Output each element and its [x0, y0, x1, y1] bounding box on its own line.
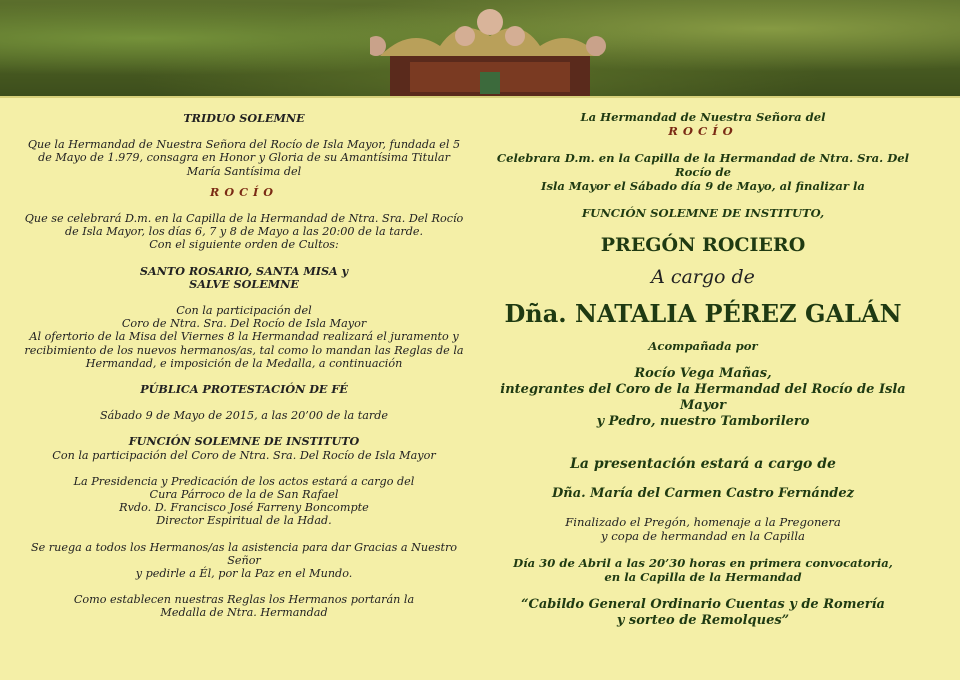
left-column	[24, 112, 464, 620]
cabildo-date-line-1: Día 30 de Abril a las 20’30 horas en primera convocatoria,	[513, 556, 893, 570]
triduo-dates: Que se celebrará D.m. en la Capilla de la Hermandad de Ntra. Sra. Del Rocío de Isla Mayor, los días 6, 7 y 8 de Mayo a las 20:00 de la tarde.	[24, 212, 464, 239]
finalizado-line-1: Finalizado el Pregón, homenaje a la Pregonera	[565, 515, 841, 529]
acompanantes-line-2: integrantes del Coro de la Hermandad del Rocío de Isla Mayor	[500, 382, 906, 413]
ruega-line-1: Se ruega a todos los Hermanos/as la asistencia para dar Gracias a Nuestro Señor	[30, 540, 458, 567]
right-heading-line-1: La Hermandad de Nuestra Señora del	[580, 110, 826, 124]
invitation-page	[0, 96, 960, 680]
ofertorio-text: Al ofertorio de la Misa del Viernes 8 la Hermandad realizará el juramento y recibimiento de los nuevos hermanos/as, tal como lo mandan las Reglas de la Hermandad, e imposición de la Medalla, a continuación	[24, 330, 464, 370]
pregonera-name: Dña. NATALIA PÉREZ GALÁN	[504, 299, 902, 328]
right-column	[478, 110, 928, 629]
presidencia-line-3: Rvdo. D. Francisco José Farreny Boncompte	[119, 501, 369, 515]
cabildo-title-line-1: “Cabildo General Ordinario Cuentas y de Romería	[521, 597, 885, 612]
protestacion-date: Sábado 9 de Mayo de 2015, a las 20’00 de la tarde	[99, 409, 389, 423]
cultos-line-1: SANTO ROSARIO, SANTA MISA y	[139, 263, 349, 278]
ruega-line-2: y pedirle a Él, por la Paz en el Mundo.	[135, 567, 353, 581]
reglas-line-2: Medalla de Ntra. Hermandad	[160, 606, 328, 620]
acompanada-por: Acompañada por	[648, 339, 758, 353]
triduo-title: TRIDUO SOLEMNE	[183, 111, 305, 125]
float-image	[370, 6, 610, 96]
finalizado-line-2: y copa de hermandad en la Capilla	[601, 529, 805, 543]
triduo-intro: Que la Hermandad de Nuestra Señora del Rocío de Isla Mayor, fundada el 5 de Mayo de 1.979, consagra en Honor y Gloria de su Amantísima Titular María Santísima del	[27, 138, 461, 178]
presidencia-line-4: Director Espiritual de la Hdad.	[156, 514, 332, 528]
cultos-line-2: SALVE SOLEMNE	[189, 276, 299, 291]
presidencia-line-1: La Presidencia y Predicación de los actos estará a cargo del	[73, 474, 415, 488]
presentacion-heading: La presentación estará a cargo de	[570, 456, 836, 472]
reglas-line-1: Como establecen nuestras Reglas los Hermanos portarán la	[73, 593, 415, 607]
rocio-heading: ROCÍO	[210, 184, 278, 199]
acompanantes-line-3: y Pedro, nuestro Tamborilero	[596, 414, 810, 429]
right-rocio-heading: ROCÍO	[668, 124, 738, 138]
cabildo-title-line-2: y sorteo de Remolques”	[616, 613, 790, 628]
pregon-title: PREGÓN ROCIERO	[600, 234, 806, 256]
presentadora-name: Dña. María del Carmen Castro Fernández	[551, 486, 855, 501]
celebrara-line-2: Isla Mayor el Sábado día 9 de Mayo, al finalizar la	[541, 179, 865, 193]
a-cargo-de: A cargo de	[651, 266, 755, 288]
funcion-right: FUNCIÓN SOLEMNE DE INSTITUTO,	[581, 206, 825, 220]
presidencia-line-2: Cura Párroco de la de San Rafael	[149, 488, 339, 502]
cultos-order: Con el siguiente orden de Cultos:	[149, 238, 339, 252]
funcion-coro: Con la participación del Coro de Ntra. Sra. Del Rocío de Isla Mayor	[52, 448, 436, 462]
celebrara-line-1: Celebrara D.m. en la Capilla de la Hermandad de Ntra. Sra. Del Rocío de	[496, 151, 910, 179]
funcion-heading: FUNCIÓN SOLEMNE DE INSTITUTO	[128, 434, 360, 449]
header-photo-banner	[0, 0, 960, 96]
acompanantes-line-1: Rocío Vega Mañas,	[634, 366, 772, 381]
participation-line-1: Con la participación del	[176, 304, 312, 318]
cabildo-date-line-2: en la Capilla de la Hermandad	[604, 570, 802, 584]
participation-line-2: Coro de Ntra. Sra. Del Rocío de Isla Mayor	[121, 317, 367, 331]
protestacion-heading: PÚBLICA PROTESTACIÓN DE FÉ	[140, 382, 348, 397]
